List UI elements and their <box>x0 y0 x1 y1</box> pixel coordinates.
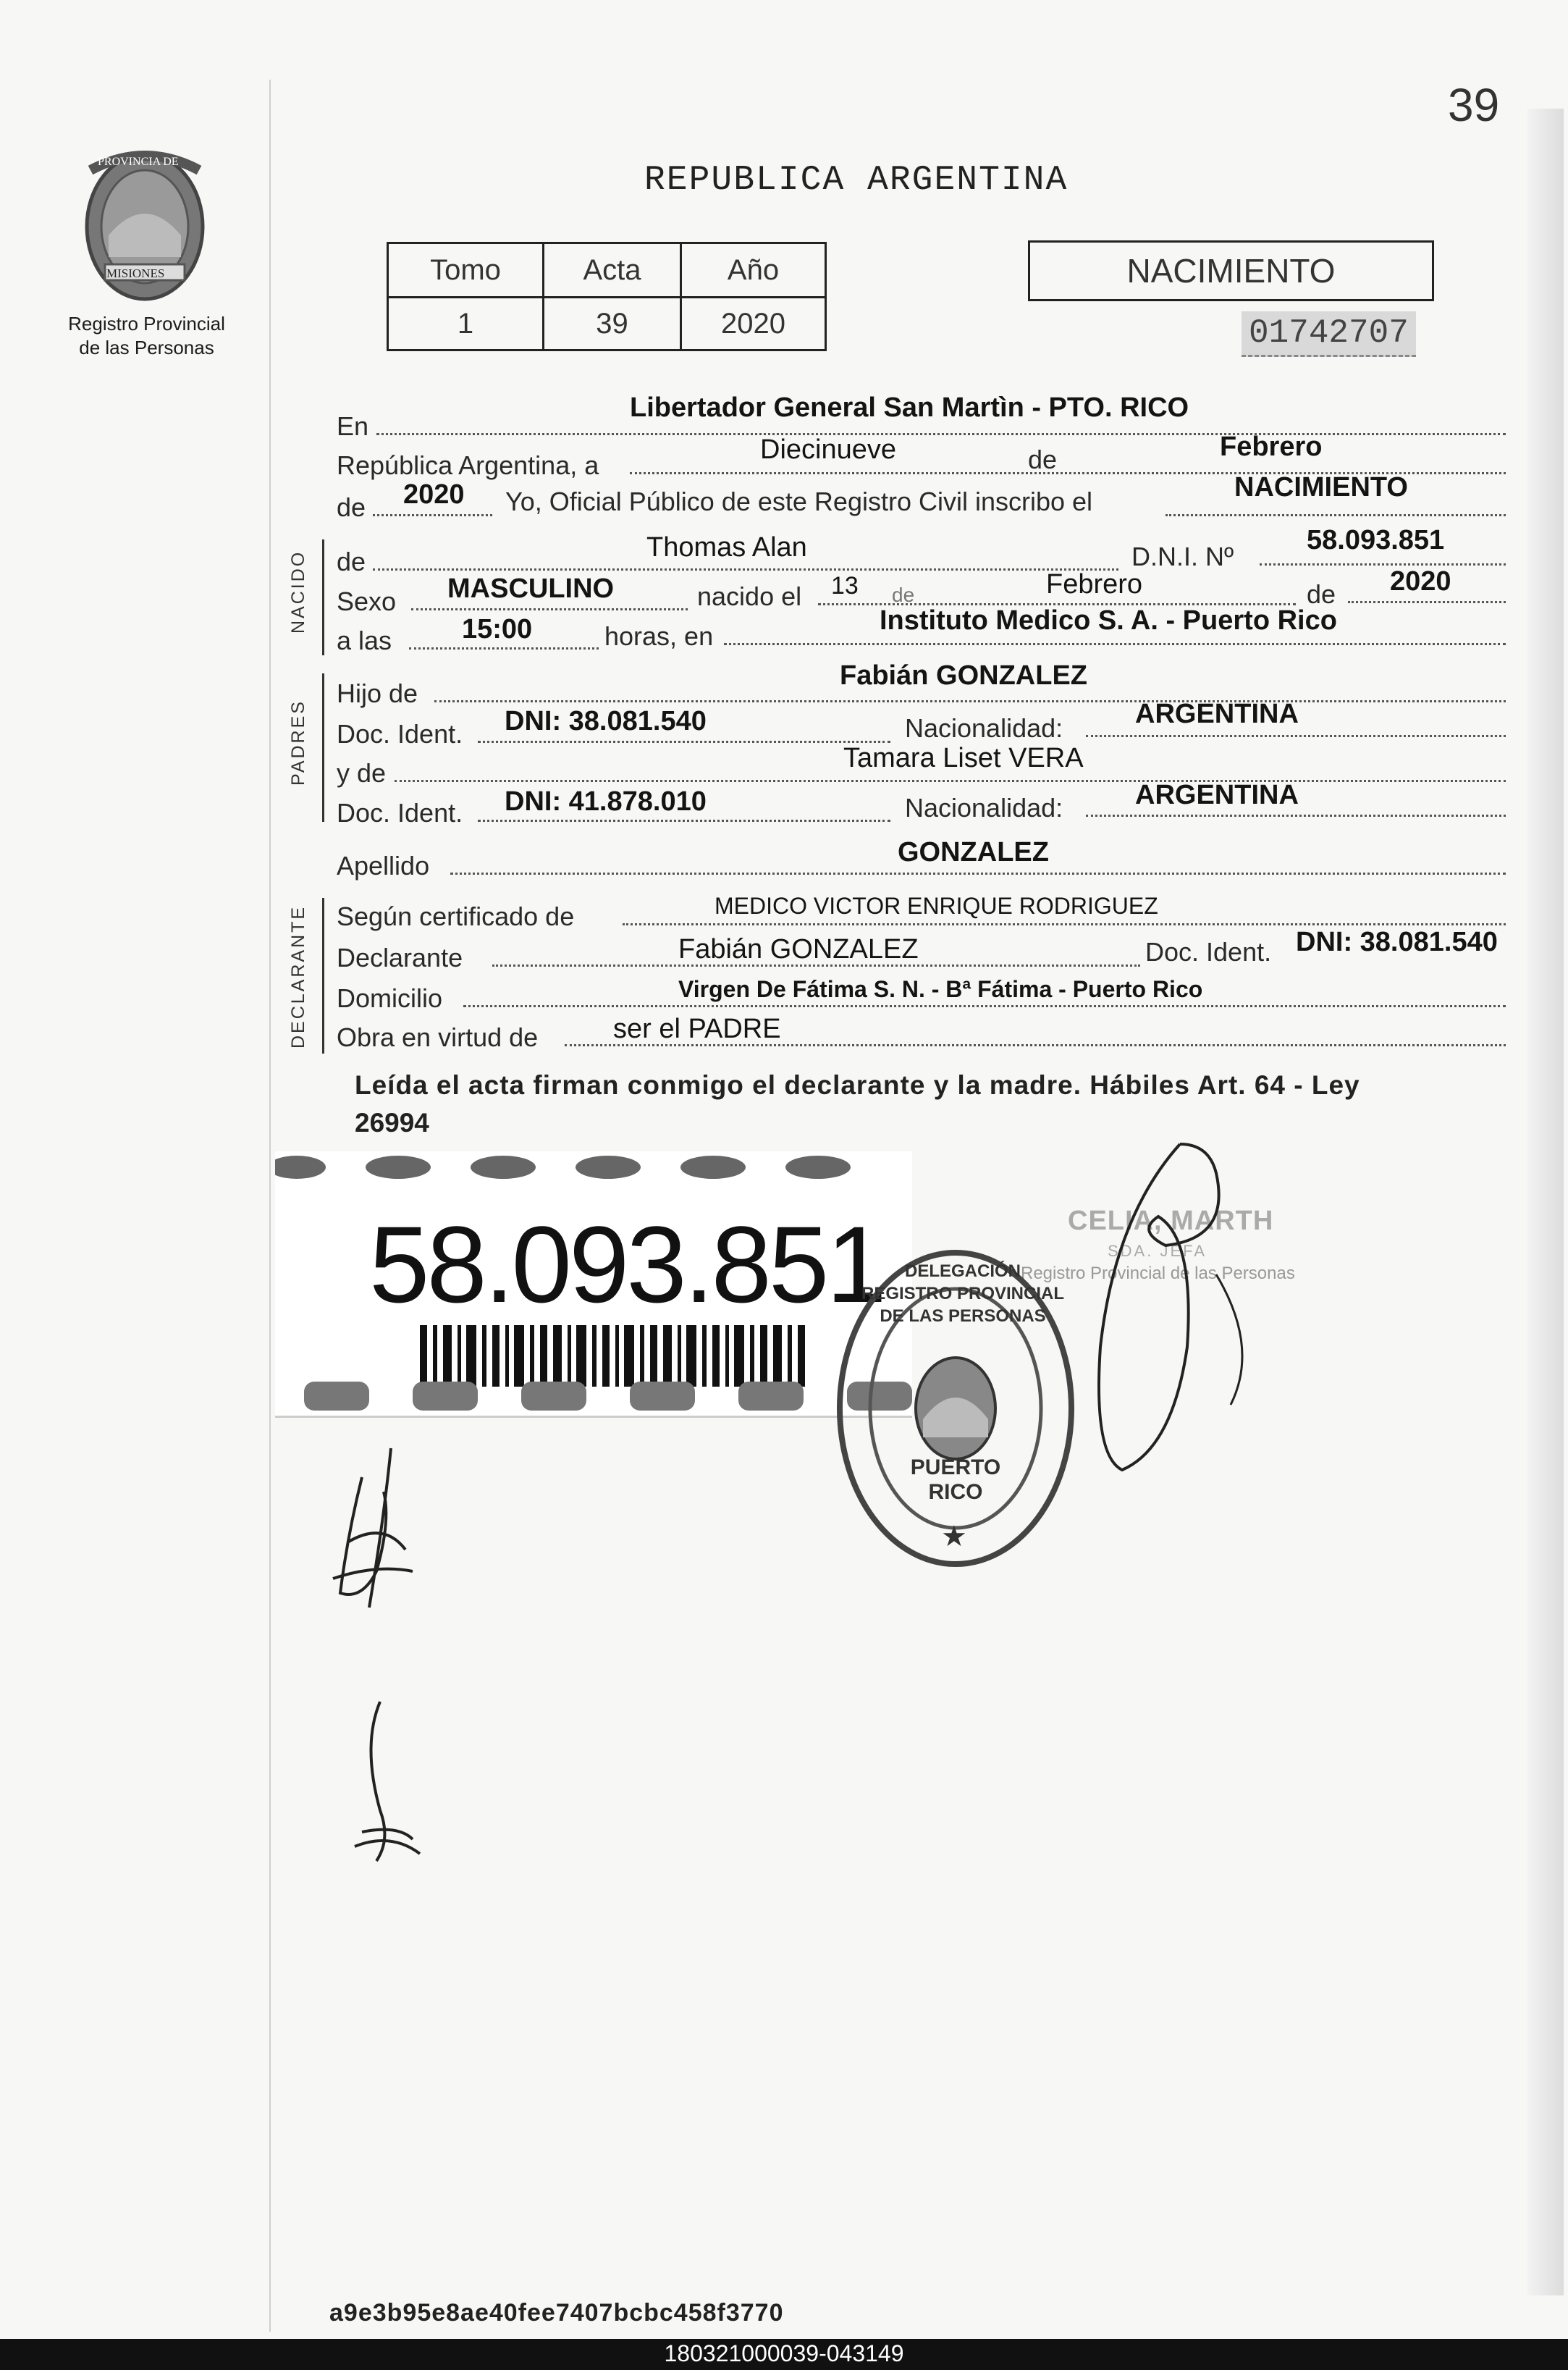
dots-line3b <box>1166 514 1506 516</box>
label-horas-en: horas, en <box>604 621 714 651</box>
value-surname: GONZALEZ <box>898 837 1049 867</box>
value-father-doc: DNI: 38.081.540 <box>505 706 707 736</box>
dots-line5 <box>411 608 688 610</box>
label-nacido-el: nacido el <box>697 581 802 611</box>
label-doc-ident-1: Doc. Ident. <box>337 719 463 749</box>
label-segun: Según certificado de <box>337 902 575 931</box>
label-y-de: y de <box>337 758 387 788</box>
seal-inner-text: PUERTO RICO <box>910 1455 1001 1504</box>
header-acta: Acta <box>544 243 681 298</box>
dots-line5c <box>1348 601 1506 603</box>
value-child-name: Thomas Alan <box>646 532 807 563</box>
value-father-nat: ARGENTINA <box>1135 699 1299 729</box>
label-declarante: Declarante <box>337 943 463 972</box>
label-nacionalidad-1: Nacionalidad: <box>905 713 1063 743</box>
value-certifier: MEDICO VICTOR ENRIQUE RODRIGUEZ <box>715 893 1158 919</box>
value-father: Fabián GONZALEZ <box>840 660 1087 691</box>
signature-mother <box>347 1687 449 1883</box>
label-hijo-de: Hijo de <box>337 678 418 708</box>
value-month: Febrero <box>1220 432 1323 462</box>
value-mother-doc: DNI: 41.878.010 <box>505 786 707 817</box>
dots-line3 <box>373 514 492 516</box>
act-type: NACIMIENTO <box>1126 252 1336 290</box>
label-apellido: Apellido <box>337 851 430 881</box>
value-address: Virgen De Fátima S. N. - Bª Fátima - Puerto Rico <box>678 976 1203 1002</box>
dots-line1 <box>376 433 1506 435</box>
label-de-small: de <box>892 584 915 606</box>
registry-table <box>387 242 827 351</box>
right-edge-shadow <box>1527 109 1564 2295</box>
value-mother-nat: ARGENTINA <box>1135 780 1299 810</box>
page-number: 39 <box>1448 79 1500 131</box>
label-doc-ident-2: Doc. Ident. <box>337 798 463 828</box>
dots-line6 <box>409 647 599 650</box>
value-tomo: 1 <box>388 298 544 350</box>
value-acta: 39 <box>544 298 681 350</box>
dots-line6b <box>724 643 1506 645</box>
value-birth-day: 13 <box>831 572 859 600</box>
dots-line7 <box>434 700 1506 702</box>
dots-line8b <box>1086 735 1506 737</box>
official-registry: Registro Provincial de las Personas <box>1021 1264 1295 1283</box>
dots-line10b <box>1086 815 1506 817</box>
act-type-box <box>1028 240 1434 301</box>
signature-official <box>1071 1130 1274 1492</box>
label-de-1: de <box>1028 445 1058 474</box>
label-de-2: de <box>337 492 366 522</box>
svg-text:★: ★ <box>941 1520 967 1553</box>
signature-declarant <box>319 1434 434 1629</box>
value-birth-year: 2020 <box>1390 566 1451 597</box>
logo-caption-1: Registro Provincial <box>68 313 225 335</box>
label-doc-ident-3: Doc. Ident. <box>1145 937 1272 967</box>
label-dni: D.N.I. Nº <box>1131 542 1234 571</box>
province-logo <box>76 148 214 304</box>
left-margin-line <box>269 80 271 2332</box>
value-place: Libertador General San Martìn - PTO. RICO <box>630 392 1189 423</box>
document-hash: a9e3b95e8ae40fee7407bcbc458f3770 <box>329 2299 784 2327</box>
official-name: CELIA, MARTH <box>1068 1206 1274 1236</box>
label-a-las: a las <box>337 626 392 655</box>
dots-line10 <box>478 820 890 822</box>
value-sex: MASCULINO <box>447 573 615 604</box>
label-en: En <box>337 411 369 441</box>
header-ano: Año <box>681 243 826 298</box>
sticker-bottom-pattern <box>275 1376 912 1416</box>
value-mother: Tamara Liset VERA <box>843 743 1084 773</box>
logo-text-bottom: MISIONES <box>106 266 165 280</box>
label-sexo: Sexo <box>337 587 397 616</box>
value-declarant-doc: DNI: 38.081.540 <box>1296 927 1498 957</box>
value-year: 2020 <box>403 479 465 510</box>
side-label-padres: PADRES <box>288 699 308 786</box>
label-de-4: de <box>1307 579 1336 609</box>
nacido-bracket <box>322 539 324 655</box>
dots-line4 <box>373 568 1118 571</box>
value-obra-reason: ser el PADRE <box>613 1014 781 1044</box>
dots-line14 <box>463 1005 1506 1007</box>
value-ano: 2020 <box>681 298 826 350</box>
declarante-bracket <box>322 898 324 1054</box>
dots-line8 <box>478 741 890 743</box>
padres-bracket <box>322 673 324 822</box>
seal-text: DELEGACIÓN REGISTRO PROVINCIAL DE LAS PERSONAS <box>861 1261 1065 1327</box>
official-title: SDA. JEFA <box>1108 1242 1207 1260</box>
label-obra: Obra en virtud de <box>337 1022 539 1052</box>
sticker-top-pattern <box>275 1151 912 1191</box>
security-sticker <box>275 1151 912 1418</box>
footer-code: 180321000039-043149 <box>664 2340 904 2366</box>
side-label-declarante: DECLARANTE <box>288 904 308 1049</box>
value-inscribed: NACIMIENTO <box>1234 472 1408 503</box>
text-yo-oficial: Yo, Oficial Público de este Registro Civil inscribo el <box>505 487 1093 516</box>
closing-text-1: Leída el acta firman conmigo el declarante y la madre. Hábiles Art. 64 - Ley <box>355 1070 1360 1100</box>
dots-line4b <box>1260 563 1506 566</box>
closing-text-2: 26994 <box>355 1108 429 1138</box>
dots-line11 <box>450 873 1506 875</box>
dots-line12 <box>623 923 1506 925</box>
side-label-nacido: NACIDO <box>288 550 308 634</box>
value-hour: 15:00 <box>462 614 533 644</box>
sticker-number: 58.093.851 <box>369 1203 884 1325</box>
header-tomo: Tomo <box>388 243 544 298</box>
country-title: REPUBLICA ARGENTINA <box>644 161 1068 200</box>
serial-number: 01742707 <box>1242 311 1416 357</box>
logo-caption-2: de las Personas <box>79 337 214 358</box>
value-birth-place: Instituto Medico S. A. - Puerto Rico <box>880 605 1337 636</box>
dots-line9 <box>395 780 1506 782</box>
label-domicilio: Domicilio <box>337 983 443 1013</box>
value-declarant: Fabián GONZALEZ <box>678 934 919 965</box>
label-republica: República Argentina, a <box>337 450 599 480</box>
logo-text-top: PROVINCIA DE <box>98 156 179 168</box>
value-day-words: Diecinueve <box>760 434 896 465</box>
value-child-dni: 58.093.851 <box>1307 525 1445 555</box>
label-nacionalidad-2: Nacionalidad: <box>905 793 1063 823</box>
label-de-3: de <box>337 547 366 576</box>
value-birth-month: Febrero <box>1046 569 1143 600</box>
